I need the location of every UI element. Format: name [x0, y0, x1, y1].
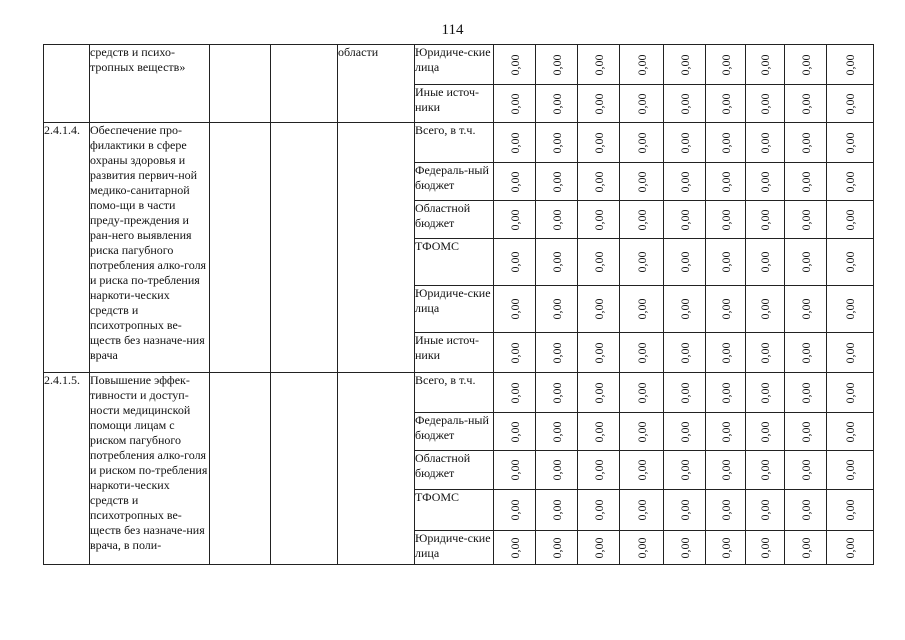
value-cell: [578, 85, 620, 123]
value-text: 0,00: [798, 499, 813, 521]
value-text: 0,00: [758, 342, 772, 363]
value-cell: [785, 201, 827, 239]
value-cell: [746, 490, 785, 531]
value-text: 0,00: [758, 132, 772, 153]
value-text: 0,00: [798, 54, 813, 75]
value-cell: [706, 333, 746, 373]
value-text: 0,00: [591, 132, 606, 153]
value-cell: [827, 333, 874, 373]
value-cell: [620, 45, 664, 85]
value-text: 0,00: [677, 251, 692, 273]
value-cell: [746, 451, 785, 490]
value-text: 0,00: [677, 93, 692, 114]
item-description: Обеспечение про-филактики в сфере охраны здоровья и развития первич-ной медико-санитарной помо-щи в части преду-преждения и ран-него выявления риска пагубного потребления алко-голя и риска по-требления наркоти-ческих средств и психотропных ве-ществ без назначе-ния врача: [90, 123, 210, 373]
value-cell: [620, 333, 664, 373]
value-cell: [746, 123, 785, 163]
value-text: 0,00: [634, 421, 649, 442]
value-cell: [620, 531, 664, 565]
value-text: 0,00: [549, 171, 564, 192]
value-text: 0,00: [718, 459, 733, 481]
value-text: 0,00: [843, 132, 857, 153]
value-cell: [494, 333, 536, 373]
value-cell: [706, 451, 746, 490]
value-text: 0,00: [718, 251, 733, 273]
value-text: 0,00: [843, 93, 857, 114]
value-text: 0,00: [591, 93, 606, 114]
value-cell: [536, 163, 578, 201]
value-text: 0,00: [843, 459, 857, 481]
executor-cell: [210, 123, 271, 373]
value-cell: [785, 490, 827, 531]
value-cell: [664, 45, 706, 85]
value-text: 0,00: [798, 342, 813, 363]
value-cell: [494, 163, 536, 201]
value-text: 0,00: [634, 382, 649, 403]
value-cell: [706, 373, 746, 413]
value-cell: [578, 286, 620, 333]
value-cell: [536, 373, 578, 413]
value-cell: [536, 123, 578, 163]
value-cell: [827, 490, 874, 531]
value-text: 0,00: [591, 342, 606, 363]
value-text: 0,00: [758, 459, 772, 481]
value-text: 0,00: [677, 298, 692, 320]
value-text: 0,00: [843, 499, 857, 521]
budget-table: [43, 44, 874, 565]
value-cell: [746, 413, 785, 451]
value-text: 0,00: [591, 459, 606, 481]
value-text: 0,00: [798, 421, 813, 442]
value-text: 0,00: [634, 93, 649, 114]
value-cell: [620, 85, 664, 123]
value-text: 0,00: [549, 54, 564, 75]
value-cell: [827, 451, 874, 490]
value-cell: [578, 239, 620, 286]
value-text: 0,00: [798, 132, 813, 153]
value-text: 0,00: [507, 54, 522, 75]
value-text: 0,00: [634, 132, 649, 153]
value-text: 0,00: [843, 171, 857, 192]
value-text: 0,00: [507, 421, 522, 442]
table-row: [44, 123, 874, 163]
value-cell: [827, 163, 874, 201]
value-text: 0,00: [798, 171, 813, 192]
value-cell: [785, 531, 827, 565]
value-cell: [785, 333, 827, 373]
value-cell: [620, 413, 664, 451]
value-text: 0,00: [507, 132, 522, 153]
partner-cell: [271, 123, 338, 373]
value-cell: [664, 123, 706, 163]
value-text: 0,00: [507, 382, 522, 403]
value-text: 0,00: [634, 459, 649, 481]
funding-source: Всего, в т.ч.: [415, 373, 494, 413]
item-code: 2.4.1.5.: [44, 373, 90, 565]
value-text: 0,00: [507, 342, 522, 363]
value-cell: [536, 333, 578, 373]
region-cell: [338, 373, 415, 565]
value-text: 0,00: [718, 499, 733, 521]
value-cell: [578, 373, 620, 413]
value-text: 0,00: [677, 537, 692, 558]
value-text: 0,00: [549, 459, 564, 481]
value-text: 0,00: [591, 209, 606, 230]
value-cell: [827, 85, 874, 123]
value-cell: [827, 239, 874, 286]
value-cell: [578, 451, 620, 490]
item-code: 2.4.1.4.: [44, 123, 90, 373]
value-text: 0,00: [591, 251, 606, 273]
value-cell: [620, 123, 664, 163]
value-cell: [578, 123, 620, 163]
value-cell: [536, 413, 578, 451]
value-text: 0,00: [591, 171, 606, 192]
value-cell: [620, 286, 664, 333]
value-text: 0,00: [634, 342, 649, 363]
executor-cell: [210, 45, 271, 123]
funding-source: Иные источ-ники: [415, 333, 494, 373]
value-cell: [664, 201, 706, 239]
value-cell: [536, 451, 578, 490]
region-cell: области: [338, 45, 415, 123]
value-cell: [536, 239, 578, 286]
value-text: 0,00: [634, 209, 649, 230]
value-cell: [494, 45, 536, 85]
value-cell: [785, 286, 827, 333]
value-text: 0,00: [507, 171, 522, 192]
value-cell: [706, 123, 746, 163]
value-text: 0,00: [677, 499, 692, 521]
value-text: 0,00: [634, 251, 649, 273]
value-cell: [746, 163, 785, 201]
value-cell: [785, 85, 827, 123]
value-text: 0,00: [758, 499, 772, 521]
value-cell: [536, 531, 578, 565]
value-cell: [746, 531, 785, 565]
value-cell: [706, 531, 746, 565]
value-text: 0,00: [718, 298, 733, 320]
value-text: 0,00: [798, 93, 813, 114]
value-cell: [494, 85, 536, 123]
value-cell: [827, 201, 874, 239]
value-cell: [664, 333, 706, 373]
value-cell: [706, 286, 746, 333]
value-cell: [706, 85, 746, 123]
value-text: 0,00: [758, 171, 772, 192]
value-cell: [578, 413, 620, 451]
value-text: 0,00: [758, 298, 772, 320]
value-cell: [706, 239, 746, 286]
value-text: 0,00: [549, 298, 564, 320]
value-cell: [664, 85, 706, 123]
value-cell: [578, 490, 620, 531]
executor-cell: [210, 373, 271, 565]
value-text: 0,00: [677, 171, 692, 192]
value-cell: [536, 490, 578, 531]
value-text: 0,00: [758, 382, 772, 403]
value-text: 0,00: [758, 251, 772, 273]
value-cell: [706, 490, 746, 531]
value-text: 0,00: [718, 537, 733, 558]
funding-source: ТФОМС: [415, 239, 494, 286]
value-cell: [664, 286, 706, 333]
value-cell: [706, 201, 746, 239]
value-text: 0,00: [718, 171, 733, 192]
value-text: 0,00: [758, 54, 772, 75]
value-text: 0,00: [591, 537, 606, 558]
funding-source: Областной бюджет: [415, 451, 494, 490]
value-text: 0,00: [843, 298, 857, 320]
value-cell: [785, 451, 827, 490]
value-cell: [827, 413, 874, 451]
value-cell: [578, 201, 620, 239]
value-text: 0,00: [677, 459, 692, 481]
value-cell: [664, 490, 706, 531]
value-text: 0,00: [718, 382, 733, 403]
value-text: 0,00: [507, 209, 522, 230]
value-text: 0,00: [507, 537, 522, 558]
funding-source: Областной бюджет: [415, 201, 494, 239]
value-cell: [706, 413, 746, 451]
value-text: 0,00: [843, 54, 857, 75]
value-cell: [494, 373, 536, 413]
value-cell: [536, 85, 578, 123]
value-cell: [578, 531, 620, 565]
value-text: 0,00: [549, 342, 564, 363]
item-description: средств и психо-тропных веществ»: [90, 45, 210, 123]
value-cell: [536, 45, 578, 85]
value-text: 0,00: [798, 298, 813, 320]
value-text: 0,00: [549, 251, 564, 273]
value-cell: [785, 413, 827, 451]
value-cell: [827, 373, 874, 413]
value-cell: [536, 286, 578, 333]
value-text: 0,00: [843, 382, 857, 403]
region-cell: [338, 123, 415, 373]
value-cell: [827, 123, 874, 163]
value-text: 0,00: [507, 499, 522, 521]
value-text: 0,00: [549, 421, 564, 442]
value-cell: [706, 163, 746, 201]
value-text: 0,00: [549, 537, 564, 558]
value-text: 0,00: [843, 251, 857, 273]
value-cell: [785, 123, 827, 163]
value-text: 0,00: [718, 421, 733, 442]
value-cell: [578, 163, 620, 201]
value-text: 0,00: [758, 93, 772, 114]
item-code: [44, 45, 90, 123]
funding-source: Всего, в т.ч.: [415, 123, 494, 163]
value-text: 0,00: [634, 298, 649, 320]
value-text: 0,00: [507, 251, 522, 273]
table-row: [44, 45, 874, 85]
value-text: 0,00: [677, 421, 692, 442]
value-cell: [785, 239, 827, 286]
value-cell: [664, 413, 706, 451]
value-cell: [746, 333, 785, 373]
value-cell: [746, 85, 785, 123]
funding-source: ТФОМС: [415, 490, 494, 531]
value-cell: [494, 490, 536, 531]
value-cell: [746, 45, 785, 85]
value-cell: [494, 286, 536, 333]
value-text: 0,00: [634, 171, 649, 192]
value-text: 0,00: [758, 421, 772, 442]
value-cell: [536, 201, 578, 239]
value-text: 0,00: [507, 93, 522, 114]
value-text: 0,00: [549, 93, 564, 114]
funding-source: Юридиче-ские лица: [415, 286, 494, 333]
value-text: 0,00: [843, 421, 857, 442]
value-cell: [494, 239, 536, 286]
value-text: 0,00: [798, 459, 813, 481]
value-text: 0,00: [591, 382, 606, 403]
value-cell: [746, 239, 785, 286]
value-text: 0,00: [591, 298, 606, 320]
value-cell: [620, 373, 664, 413]
value-cell: [785, 45, 827, 85]
value-text: 0,00: [634, 537, 649, 558]
value-cell: [620, 201, 664, 239]
value-cell: [620, 239, 664, 286]
value-cell: [827, 286, 874, 333]
value-cell: [494, 531, 536, 565]
value-cell: [620, 163, 664, 201]
value-text: 0,00: [843, 342, 857, 363]
value-text: 0,00: [507, 298, 522, 320]
funding-source: Юридиче-ские лица: [415, 531, 494, 565]
funding-source: Федераль-ный бюджет: [415, 413, 494, 451]
value-text: 0,00: [549, 209, 564, 230]
value-cell: [706, 45, 746, 85]
value-cell: [494, 201, 536, 239]
page-number: 114: [441, 22, 464, 38]
value-cell: [494, 413, 536, 451]
value-text: 0,00: [677, 54, 692, 75]
partner-cell: [271, 45, 338, 123]
value-text: 0,00: [677, 132, 692, 153]
value-cell: [746, 286, 785, 333]
value-text: 0,00: [718, 132, 733, 153]
value-text: 0,00: [549, 132, 564, 153]
value-cell: [664, 373, 706, 413]
value-cell: [664, 451, 706, 490]
value-text: 0,00: [677, 382, 692, 403]
value-text: 0,00: [798, 209, 813, 230]
value-text: 0,00: [718, 342, 733, 363]
value-text: 0,00: [843, 537, 857, 558]
value-text: 0,00: [677, 342, 692, 363]
value-cell: [664, 239, 706, 286]
value-text: 0,00: [718, 93, 733, 114]
value-text: 0,00: [591, 54, 606, 75]
partner-cell: [271, 373, 338, 565]
item-description: Повышение эффек-тивности и доступ-ности медицинской помощи лицам с риском пагубного потребления алко-голя и риском по-требления наркоти-ческих средств и психотропных ве-ществ без назначе-ния врача, в поли-: [90, 373, 210, 565]
value-cell: [620, 451, 664, 490]
value-text: 0,00: [798, 537, 813, 558]
value-cell: [494, 123, 536, 163]
funding-source: Федераль-ный бюджет: [415, 163, 494, 201]
value-cell: [746, 373, 785, 413]
value-text: 0,00: [634, 499, 649, 521]
value-cell: [578, 45, 620, 85]
value-text: 0,00: [507, 459, 522, 481]
value-cell: [827, 531, 874, 565]
value-text: 0,00: [677, 209, 692, 230]
value-cell: [827, 45, 874, 85]
value-text: 0,00: [758, 537, 772, 558]
value-text: 0,00: [758, 209, 772, 230]
value-text: 0,00: [634, 54, 649, 75]
value-cell: [664, 163, 706, 201]
value-text: 0,00: [591, 499, 606, 521]
value-text: 0,00: [549, 382, 564, 403]
funding-source: Юридиче-ские лица: [415, 45, 494, 85]
value-text: 0,00: [718, 209, 733, 230]
funding-source: Иные источ-ники: [415, 85, 494, 123]
value-cell: [664, 531, 706, 565]
table-row: [44, 373, 874, 413]
value-text: 0,00: [843, 209, 857, 230]
value-text: 0,00: [718, 54, 733, 75]
value-text: 0,00: [549, 499, 564, 521]
value-cell: [785, 373, 827, 413]
value-cell: [746, 201, 785, 239]
value-text: 0,00: [591, 421, 606, 442]
value-cell: [620, 490, 664, 531]
value-cell: [785, 163, 827, 201]
value-cell: [494, 451, 536, 490]
value-text: 0,00: [798, 251, 813, 273]
value-text: 0,00: [798, 382, 813, 403]
value-cell: [578, 333, 620, 373]
